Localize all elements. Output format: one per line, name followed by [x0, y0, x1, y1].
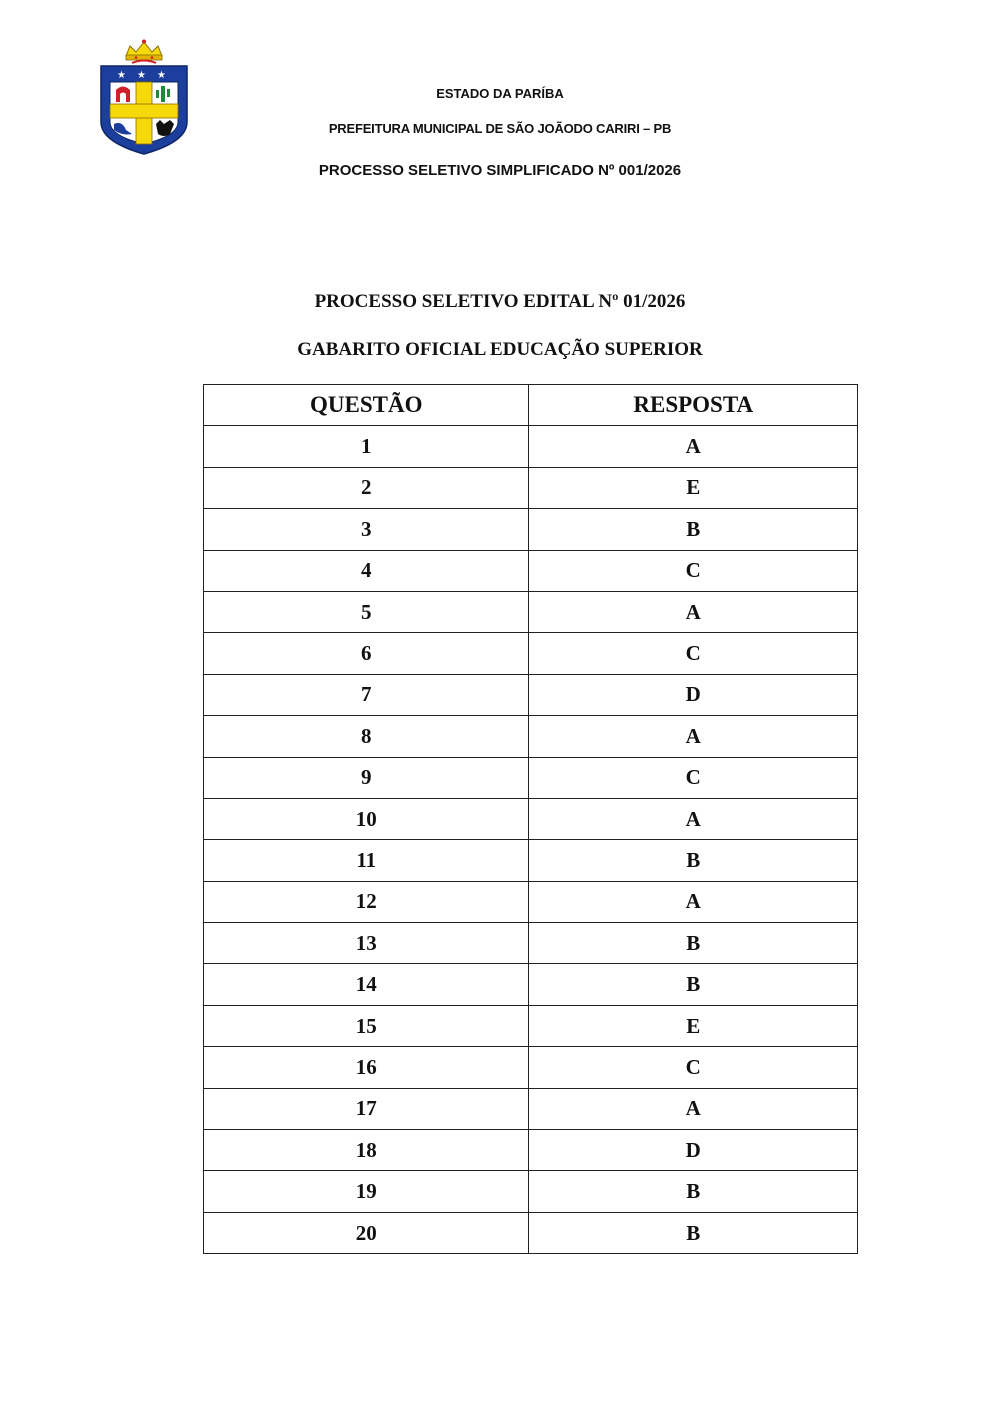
answer-letter: A: [529, 716, 858, 757]
answer-key-title: GABARITO OFICIAL EDUCAÇÃO SUPERIOR: [297, 339, 703, 360]
question-number: 17: [204, 1088, 529, 1129]
question-number: 18: [204, 1130, 529, 1171]
shield-icon: [101, 66, 187, 154]
table-row: [204, 633, 858, 674]
question-number: 2: [204, 467, 529, 508]
column-header-question: QUESTÃO: [204, 385, 529, 426]
table-row: [204, 1171, 858, 1212]
question-number: 4: [204, 550, 529, 591]
column-header-answer: RESPOSTA: [529, 385, 858, 426]
answer-letter: C: [529, 550, 858, 591]
question-number: 10: [204, 798, 529, 839]
answer-letter: E: [529, 467, 858, 508]
svg-text:★: ★: [157, 70, 166, 81]
table-row: [204, 1005, 858, 1046]
question-number: 13: [204, 923, 529, 964]
question-number: 3: [204, 509, 529, 550]
answer-key-table: [203, 384, 858, 1254]
question-number: 6: [204, 633, 529, 674]
edital-title: PROCESSO SELETIVO EDITAL Nº 01/2026: [314, 291, 686, 312]
table-row: [204, 964, 858, 1005]
table-row: [204, 1088, 858, 1129]
table-row: [204, 923, 858, 964]
table-row: [204, 1212, 858, 1253]
answer-letter: B: [529, 923, 858, 964]
question-number: 14: [204, 964, 529, 1005]
question-number: 20: [204, 1212, 529, 1253]
answer-letter: A: [529, 591, 858, 632]
answer-letter: A: [529, 798, 858, 839]
question-number: 12: [204, 881, 529, 922]
table-row: [204, 550, 858, 591]
answer-letter: B: [529, 840, 858, 881]
svg-text:★: ★: [137, 70, 146, 81]
answer-letter: B: [529, 964, 858, 1005]
table-row: [204, 591, 858, 632]
answer-letter: D: [529, 1130, 858, 1171]
answer-letter: E: [529, 1005, 858, 1046]
answer-letter: A: [529, 881, 858, 922]
table-row: [204, 1047, 858, 1088]
answer-letter: B: [529, 1171, 858, 1212]
answer-letter: D: [529, 674, 858, 715]
answer-letter: A: [529, 426, 858, 467]
selection-process-heading: PROCESSO SELETIVO SIMPLIFICADO Nº 001/2026: [318, 162, 682, 179]
table-row: [204, 798, 858, 839]
answer-letter: C: [529, 1047, 858, 1088]
answer-letter: A: [529, 1088, 858, 1129]
answer-letter: C: [529, 757, 858, 798]
table-row: [204, 840, 858, 881]
answer-letter: C: [529, 633, 858, 674]
question-number: 8: [204, 716, 529, 757]
table-row: [204, 426, 858, 467]
question-number: 16: [204, 1047, 529, 1088]
crown-icon: [126, 40, 162, 64]
table-header-row: [204, 385, 858, 426]
state-heading: ESTADO DA PARÍBA: [436, 86, 564, 101]
question-number: 7: [204, 674, 529, 715]
question-number: 11: [204, 840, 529, 881]
answer-letter: B: [529, 1212, 858, 1253]
table-row: [204, 674, 858, 715]
table-row: [204, 467, 858, 508]
municipality-heading: PREFEITURA MUNICIPAL DE SÃO JOÃODO CARIRI – PB: [328, 121, 672, 136]
table-row: [204, 881, 858, 922]
table-row: [204, 757, 858, 798]
question-number: 15: [204, 1005, 529, 1046]
question-number: 9: [204, 757, 529, 798]
question-number: 5: [204, 591, 529, 632]
table-row: [204, 716, 858, 757]
table-row: [204, 509, 858, 550]
question-number: 19: [204, 1171, 529, 1212]
svg-text:★: ★: [117, 70, 126, 81]
answer-letter: B: [529, 509, 858, 550]
question-number: 1: [204, 426, 529, 467]
table-row: [204, 1130, 858, 1171]
